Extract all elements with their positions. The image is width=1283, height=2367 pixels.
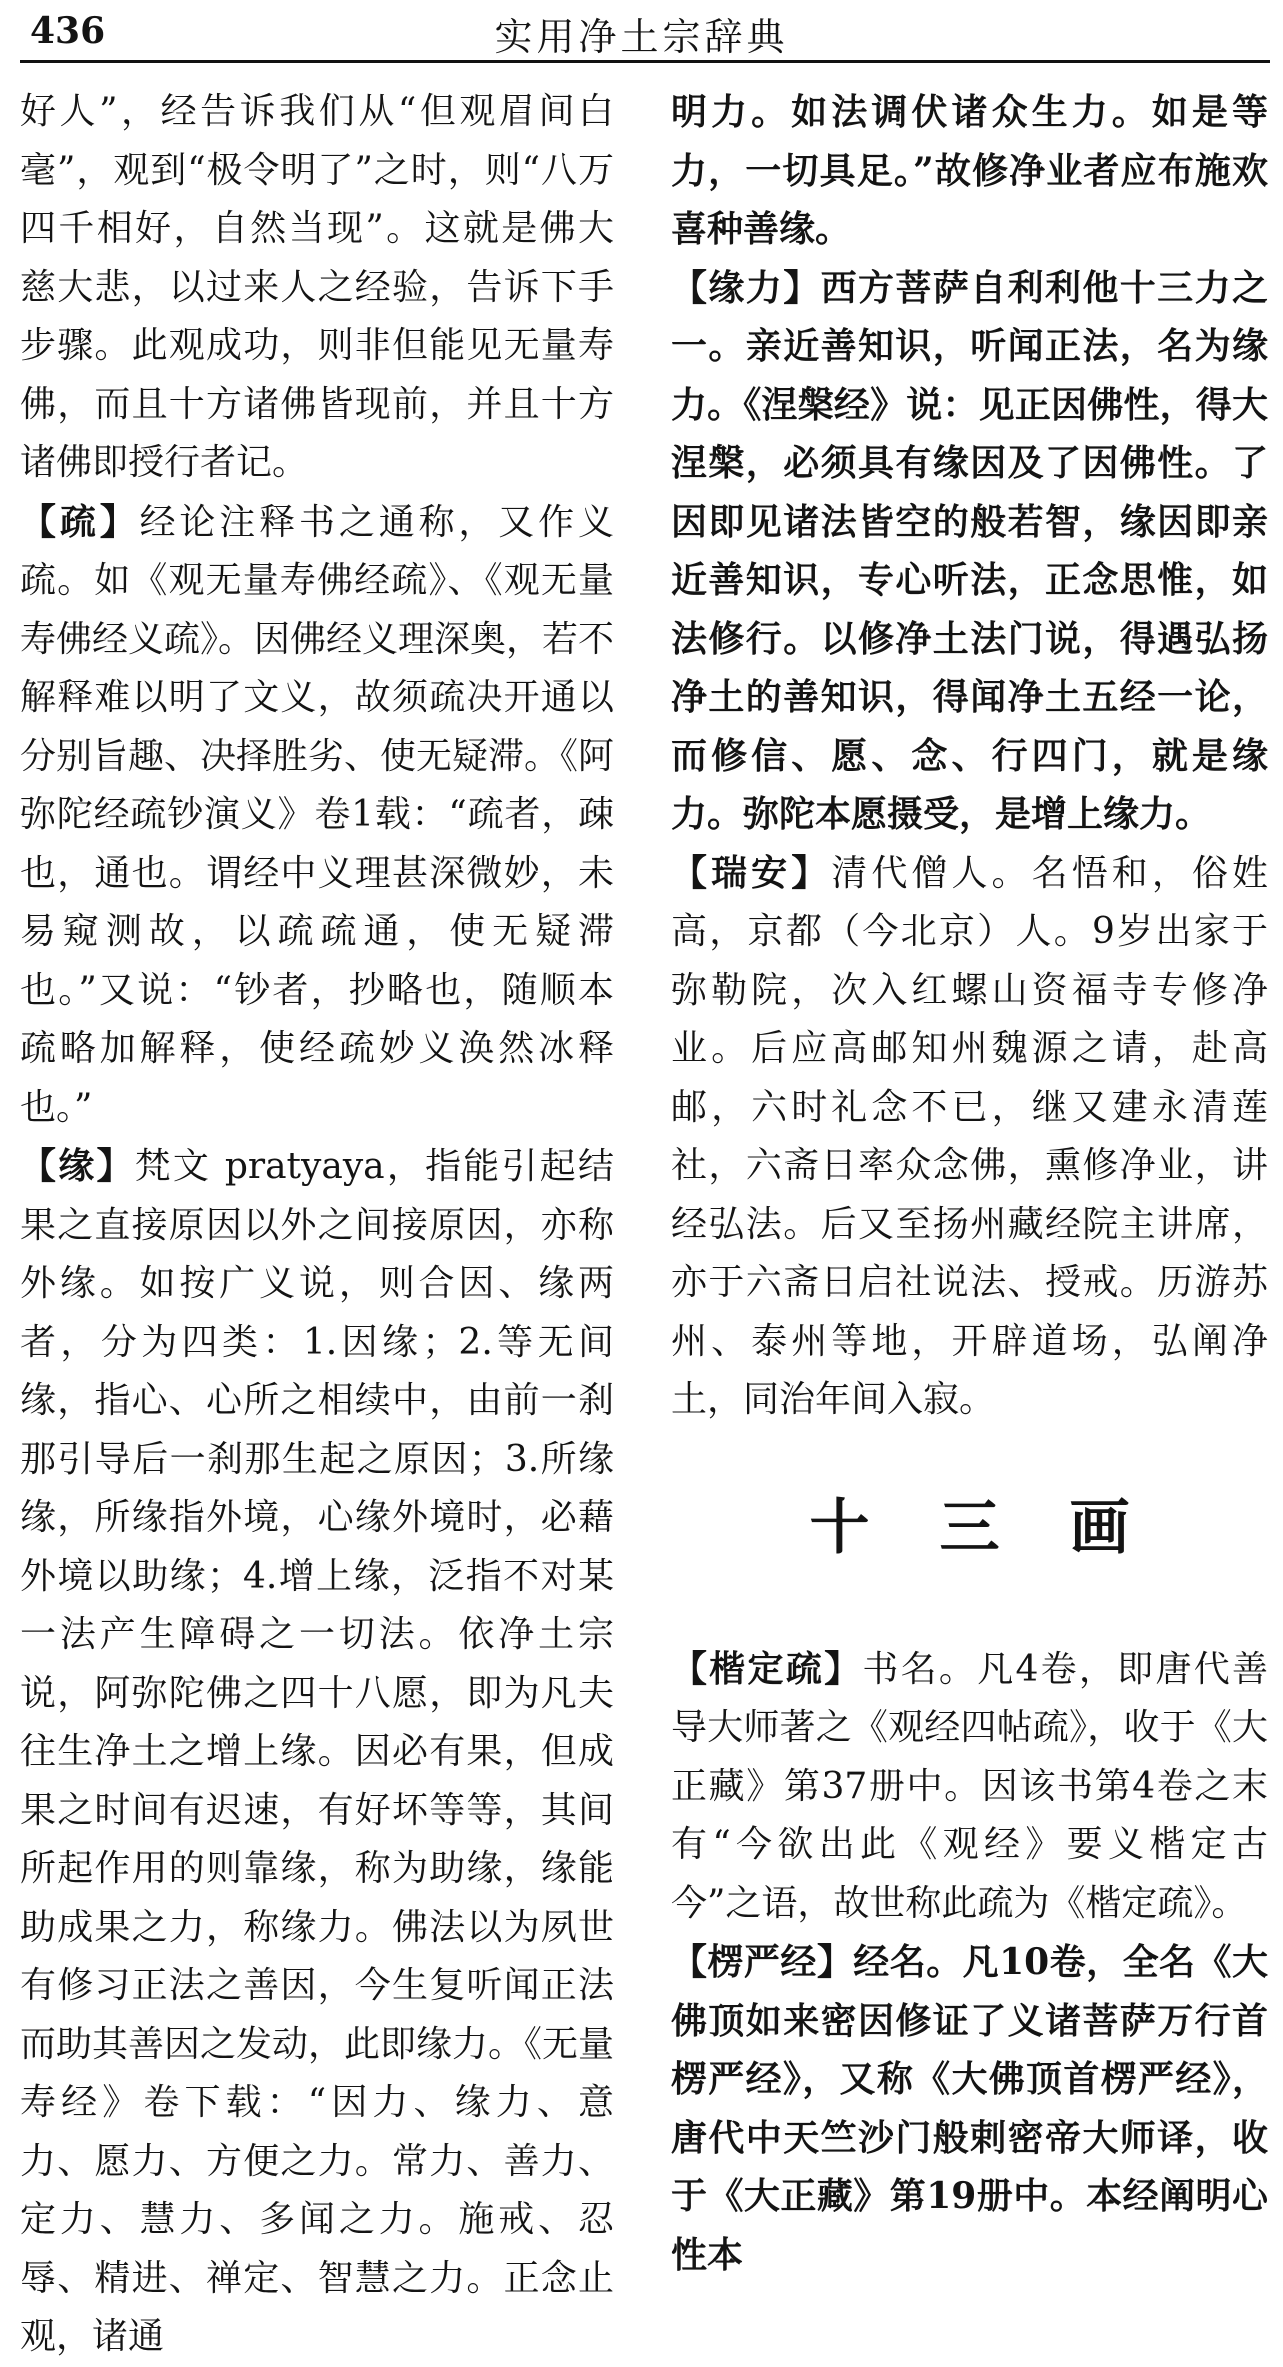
entry-text: 书名。凡4卷，即唐代善导大师著之《观经四帖疏》，收于《大正藏》第37册中。因该书第4卷之末有“今欲出此《观经》要义楷定古今”之语，故世称此疏为《楷定疏》。 [671, 1648, 1268, 1924]
headword: 【缘】 [20, 1145, 135, 1187]
continued-paragraph: 好人”，经告诉我们从“但观眉间白毫”，观到“极令明了”之时，则“八万四千相好，自然当现”。这就是佛大慈大悲，以过来人之经验，告诉下手步骤。此观成功，则非但能见无量寿佛，而且十方诸佛皆现前，并且十方诸佛即授行者记。 [20, 91, 614, 483]
section-heading: 十三画 [809, 1492, 1200, 1563]
page-header [0, 0, 1283, 60]
entry-text: 经名。凡10卷，全名《大佛顶如来密因修证了义诸菩萨万行首楞严经》，又称《大佛顶首楞严经》，唐代中天竺沙门般剌密帝大师译，收于《大正藏》第19册中。本经阐明心性本 [671, 1941, 1268, 2276]
headword: 【楷定疏】 [671, 1647, 863, 1690]
entry-text: 梵文 pratyaya，指能引起结果之直接原因以外之间接原因，亦称外缘。如按广义说，则合因、缘两者，分为四类：1.因缘；2.等无间缘，指心、心所之相续中，由前一刹那引导后一刹那生起之原因；3.所缘缘，所缘指外境，心缘外境时，必藉外境以助缘；4.增上缘，泛指不对某一法产生障碍之一切法。依净土宗说，阿弥陀佛之四十八愿，即为凡夫往生净土之增上缘。因必有果，但成果之时间有迟速，有好坏等等，其间所起作用的则靠缘，称为助缘，缘能助成果之力，称缘力。佛法以为夙世有修习正法之善因，今生复听闻正法而助其善因之发动，此即缘力。《无量寿经》卷下载：“因力、缘力、意力、愿力、方便之力。常力、善力、定力、慧力、多闻之力。施戒、忍辱、精进、禅定、智慧之力。正念止观，诸通 [20, 1146, 615, 2357]
entry-text: 经论注释书之通称，又作义疏。如《观无量寿佛经疏》、《观无量寿佛经义疏》。因佛经义理深奥，若不解释难以明了文义，故须疏决开通以分别旨趣、决择胜劣、使无疑滞。《阿弥陀经疏钞演义》卷1载：“疏者，疎也，通也。谓经中义理甚深微妙，未易窥测故，以疏疏通，使无疑滞也。”又说：“钞者，抄略也，随顺本疏略加解释，使经疏妙义涣然冰释也。” [20, 501, 615, 1128]
headword: 【缘力】 [671, 266, 821, 309]
entry-lengyanjing [671, 1933, 1268, 2284]
entry-kaidingshu [671, 1640, 1268, 1934]
continued-paragraph: 明力。如法调伏诸众生力。如是等力，一切具足。”故修净业者应布施欢喜种善缘。 [671, 91, 1268, 250]
right-column [671, 83, 1268, 2284]
entry-yuanli [671, 259, 1268, 844]
headword: 【楞严经】 [671, 1941, 854, 1983]
header-rule [20, 60, 1270, 63]
entry-text: 清代僧人。名悟和，俗姓高，京都（今北京）人。9岁出家于弥勒院，次入红螺山资福寺专修净业。后应高邮知州魏源之请，赴高邮，六时礼念不已，继又建永清莲社，六斋日率众念佛，熏修净业，讲经弘法。后又至扬州藏经院主讲席，亦于六斋日启社说法、授戒。历游苏州、泰州等地，开辟道场，弘阐净土，同治年间入寂。 [671, 852, 1268, 1420]
entry-yuan [20, 1137, 614, 2367]
headword: 【瑞安】 [671, 851, 832, 894]
book-title: 实用净土宗辞典 [494, 15, 789, 59]
left-column [20, 83, 614, 2367]
page-number: 436 [30, 10, 106, 52]
headword: 【疏】 [20, 500, 140, 543]
entry-shu [20, 493, 614, 1138]
entry-text: 西方菩萨自利利他十三力之一。亲近善知识，听闻正法，名为缘力。《涅槃经》说：见正因佛性，得大涅槃，必须具有缘因及了因佛性。了因即见诸法皆空的般若智，缘因即亲近善知识，专心听法，正念思惟，如法修行。以修净土法门说，得遇弘扬净土的善知识，得闻净土五经一论，而修信、愿、念、行四门，就是缘力。弥陀本愿摄受，是增上缘力。 [671, 266, 1268, 835]
entry-ruian [671, 844, 1268, 1430]
